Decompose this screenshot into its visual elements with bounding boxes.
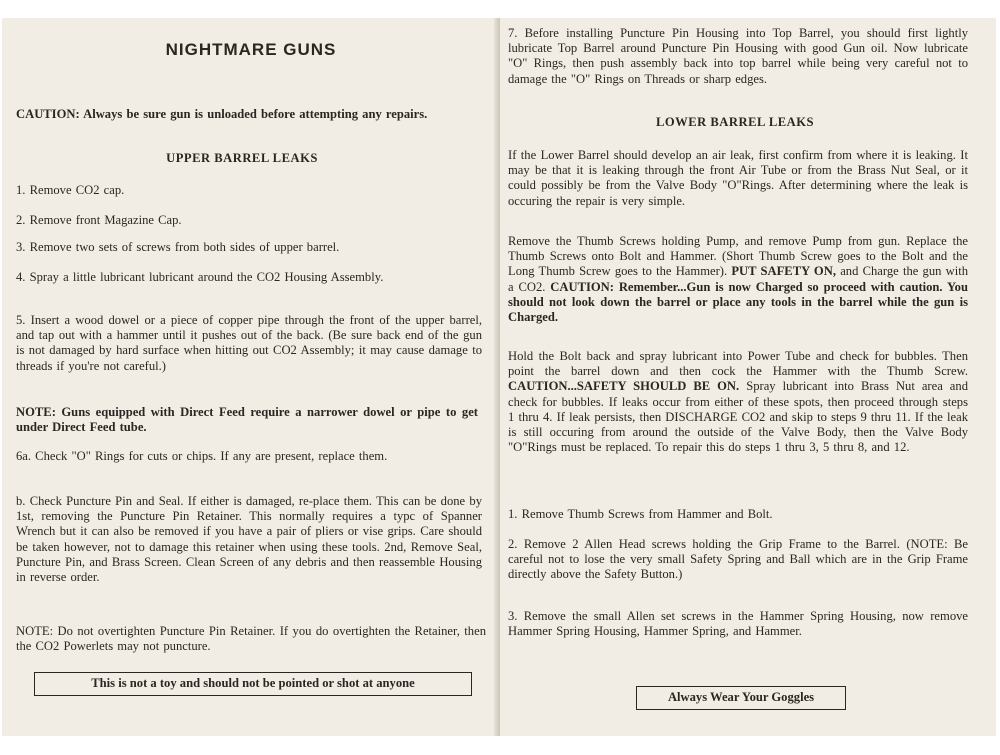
page-title: NIGHTMARE GUNS bbox=[165, 40, 337, 59]
step-1: 1. Remove CO2 cap. bbox=[16, 183, 125, 197]
step-3: 3. Remove two sets of screws from both sides of upper barrel. bbox=[16, 240, 340, 254]
lower-barrel-heading: LOWER BARREL LEAKS bbox=[655, 115, 815, 129]
put-safety-text: PUT SAFETY ON, bbox=[731, 264, 836, 279]
lower-intro: If the Lower Barrel should develop an air leak, first confirm from where it is leaking. It may be that it is leaking through the front Air Tube or from the Brass Nut Seal, or it could possibly be from the Valve Body "O"Rings. After determining where the leak is occuring the repair is very simple. bbox=[508, 148, 968, 208]
left-page bbox=[2, 18, 500, 736]
caution-text: CAUTION: Always be sure gun is unloaded before attempting any repairs. bbox=[16, 107, 428, 121]
step-6b: b. Check Puncture Pin and Seal. If either is damaged, re-place them. This can be done by 1st, removing the Puncture Pin Retainer. This normally requires a typc of Spanner Wrench but it can also be removed if you have a pair of pliers or vise grips. Care should be taken however, not to damage this retainer when using these tools. 2nd, Remove Seal, Puncture Pin, and Brass Screen. Clean Screen of any debris and then reassemble Housing in reverse order. bbox=[16, 494, 482, 585]
charge-text: and Charge the gun with a CO2. bbox=[508, 264, 969, 294]
step-4: 4. Spray a little lubricant lubricant around the CO2 Housing Assembly. bbox=[16, 270, 384, 284]
hold-bolt-paragraph bbox=[508, 349, 968, 455]
right-page bbox=[500, 18, 996, 736]
remove-pump-text: Remove the Thumb Screws holding Pump, and remove Pump from gun. Replace the Thumb Screws onto Bolt and Hammer. (Short Thumb Screw goes to the Bolt and the Long Thumb Screw goes to the Hammer). bbox=[508, 234, 968, 279]
caution-safety-text: CAUTION...SAFETY SHOULD BE ON. bbox=[508, 379, 740, 394]
step-2: 2. Remove front Magazine Cap. bbox=[16, 213, 182, 227]
lower-step-2: 2. Remove 2 Allen Head screws holding the Grip Frame to the Barrel. (NOTE: Be careful not to lose the very small Safety Spring and Ball which are in the Grip Frame directly above the Safety Button.) bbox=[508, 537, 968, 582]
goggles-box-note: Always Wear Your Goggles bbox=[636, 686, 846, 710]
step-6a: 6a. Check "O" Rings for cuts or chips. If any are present, replace them. bbox=[16, 449, 388, 463]
remove-pump-paragraph bbox=[508, 234, 968, 325]
hold-bolt-text-a: Hold the Bolt back and spray lubricant into Power Tube and check for bubbles. Then point the barrel down and then cock the Hammer with the Thumb Screw. bbox=[508, 349, 968, 379]
step-5: 5. Insert a wood dowel or a piece of copper pipe through the front of the upper barrel, and tap out with a hammer until it pushes out of the back. (Be sure back end of the gun is not damaged by hard surface when hitting out CO2 Assembly; it may cause damage to threads if you're not careful.) bbox=[16, 313, 482, 373]
note-direct-feed: NOTE: Guns equipped with Direct Feed require a narrower dowel or pipe to get under Direct Feed tube. bbox=[16, 405, 478, 435]
caution-charged-text: CAUTION: Remember...Gun is now Charged so proceed with caution. You should not look down the barrel or place any tools in the barrel while the gun is Charged. bbox=[508, 279, 968, 325]
step-7: 7. Before installing Puncture Pin Housing into Top Barrel, you should first lightly lubricate Top Barrel around Puncture Pin Housing with good Gun oil. Now lubricate "O" Rings, then push assembly back into top barrel while being very careful not to damage the "O" Rings on Threads or sharp edges. bbox=[508, 26, 968, 86]
lower-step-1: 1. Remove Thumb Screws from Hammer and Bolt. bbox=[508, 507, 773, 521]
safety-box-note: This is not a toy and should not be pointed or shot at anyone bbox=[34, 672, 472, 696]
note-retainer: NOTE: Do not overtighten Puncture Pin Retainer. If you do overtighten the Retainer, then the CO2 Powerlets may not puncture. bbox=[16, 624, 486, 654]
upper-barrel-heading: UPPER BARREL LEAKS bbox=[166, 151, 318, 165]
lower-step-3: 3. Remove the small Allen set screws in the Hammer Spring Housing, now remove Hammer Spring Housing, Hammer Spring, and Hammer. bbox=[508, 609, 968, 639]
hold-bolt-text-b: Spray lubricant into Brass Nut area and check for bubbles. If leaks occur from either of these spots, then proceed through steps 1 thru 4. If leak persists, then DISCHARGE CO2 and skip to steps 9 thru 11. If the leak is still occuring from around the outside of the Valve Body, then the Valve Body "O"Rings must be replaced. To repair this do steps 1 thru 3, 5 thru 8, and 12. bbox=[508, 379, 968, 455]
